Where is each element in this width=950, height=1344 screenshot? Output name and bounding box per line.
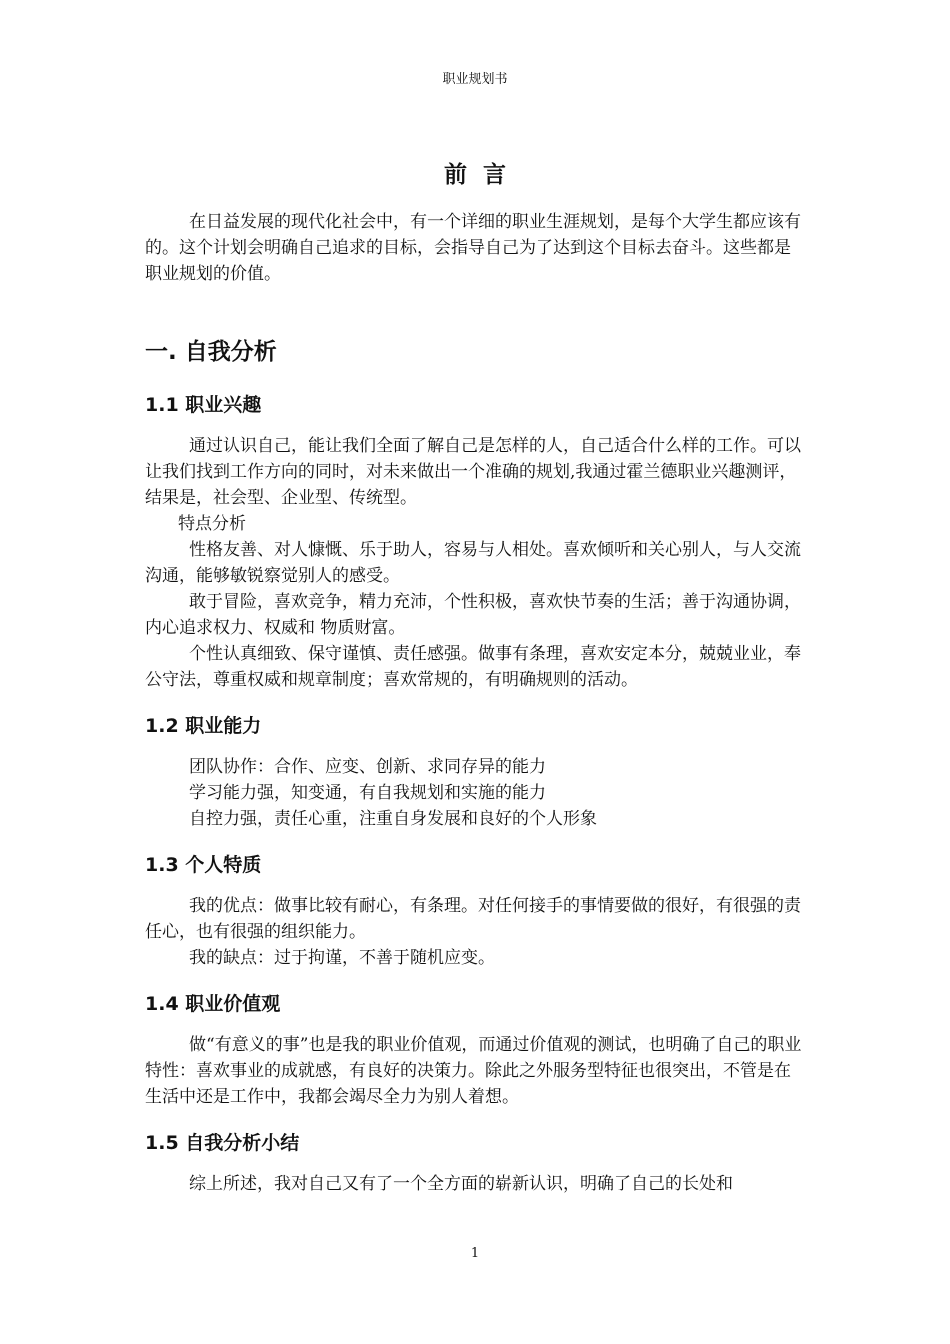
document-body bbox=[145, 150, 805, 1197]
preface-title: 前言 bbox=[444, 162, 522, 188]
values-paragraph: 做“有意义的事”也是我的职业价值观，而通过价值观的测试，也明确了自己的职业特性：喜欢事业的成就感，有良好的决策力。除此之外服务型特征也很突出，不管是在生活中还是工作中，我都会竭尽全力为别人着想。 bbox=[145, 1035, 802, 1107]
interest-paragraph: 通过认识自己，能让我们全面了解自己是怎样的人，自己适合什么样的工作。可以让我们找到工作方向的同时，对未来做出一个准确的规划,我通过霍兰德职业兴趣测评，结果是，社会型、企业型、传统型。 bbox=[145, 436, 801, 508]
weaknesses-paragraph: 我的缺点：过于拘谨，不善于随机应变。 bbox=[189, 948, 495, 968]
strengths-paragraph: 我的优点：做事比较有耐心，有条理。对任何接手的事情要做的很好，有很强的责任心，也有很强的组织能力。 bbox=[145, 896, 801, 942]
section-heading-self-analysis: 一. 自我分析 bbox=[145, 339, 277, 365]
trait-analysis-label: 特点分析 bbox=[178, 514, 246, 534]
summary-paragraph: 综上所述，我对自己又有了一个全方面的崭新认识，明确了自己的长处和 bbox=[189, 1174, 733, 1194]
ability-item: 团队协作：合作、应变、创新、求同存异的能力 bbox=[189, 757, 546, 777]
conventional-type-paragraph: 个性认真细致、保守谨慎、责任感强。做事有条理，喜欢安定本分，兢兢业业，奉公守法，尊重权威和规章制度；喜欢常规的，有明确规则的活动。 bbox=[145, 644, 801, 690]
subsection-heading-summary: 1.5 自我分析小结 bbox=[145, 1132, 300, 1154]
page-header: 职业规划书 bbox=[442, 72, 508, 87]
subsection-heading-values: 1.4 职业价值观 bbox=[145, 993, 281, 1015]
page-number: 1 bbox=[470, 1246, 480, 1261]
enterprise-type-paragraph: 敢于冒险，喜欢竞争，精力充沛，个性积极，喜欢快节奏的生活；善于沟通协调，内心追求权力、权威和 物质财富。 bbox=[145, 592, 801, 638]
ability-item: 自控力强，责任心重，注重自身发展和良好的个人形象 bbox=[189, 809, 597, 829]
subsection-heading-ability: 1.2 职业能力 bbox=[145, 715, 262, 737]
preface-paragraph: 在日益发展的现代化社会中，有一个详细的职业生涯规划，是每个大学生都应该有的。这个计划会明确自己追求的目标，会指导自己为了达到这个目标去奋斗。这些都是职业规划的价值。 bbox=[145, 212, 801, 284]
subsection-heading-traits: 1.3 个人特质 bbox=[145, 854, 262, 876]
subsection-heading-interest: 1.1 职业兴趣 bbox=[145, 394, 262, 416]
ability-item: 学习能力强，知变通，有自我规划和实施的能力 bbox=[189, 783, 546, 803]
social-type-paragraph: 性格友善、对人慷慨、乐于助人，容易与人相处。喜欢倾听和关心别人，与人交流沟通，能够敏锐察觉别人的感受。 bbox=[145, 540, 801, 586]
